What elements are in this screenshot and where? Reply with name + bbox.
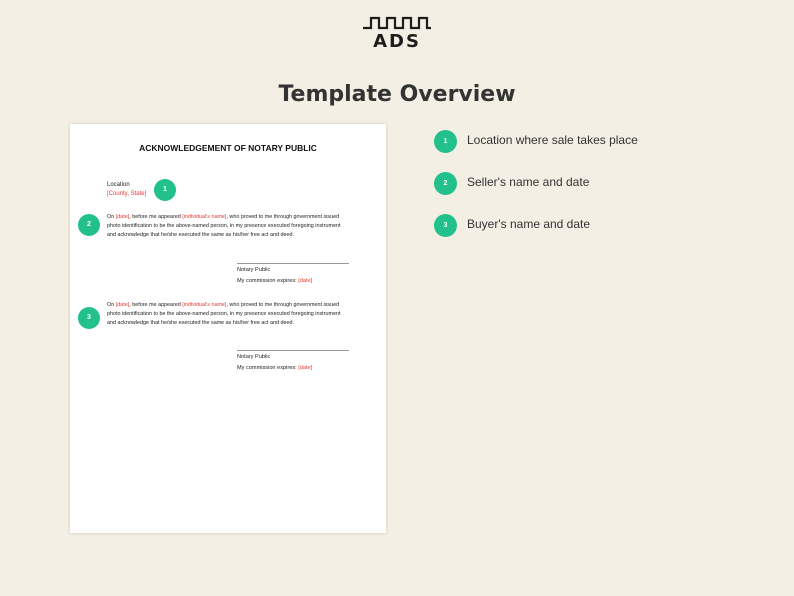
logo-text: ADS bbox=[373, 31, 421, 52]
document-title: ACKNOWLEDGEMENT OF NOTARY PUBLIC bbox=[139, 143, 317, 153]
callout-badge-2: 2 bbox=[78, 214, 100, 236]
page-title: Template Overview bbox=[278, 82, 516, 107]
signature-line bbox=[237, 263, 349, 264]
individual-placeholder: [individual's name] bbox=[182, 214, 227, 220]
callout-badge-3: 3 bbox=[78, 307, 100, 329]
notary-signature-block-2 bbox=[237, 350, 349, 371]
location-placeholder: [County, State] bbox=[107, 191, 147, 197]
date-placeholder: [date] bbox=[115, 302, 130, 308]
acknowledgement-paragraph-2: On [date], before me appeared [individual's name], who proved to me through government issued photo identification to be the above-named person, in my presence executed foregoing instrument and acknowledge that he/she executed the same as his/her free act and deed. bbox=[107, 302, 341, 326]
commission-expires: My commission expires: [date] bbox=[237, 278, 313, 284]
notary-public-label: Notary Public bbox=[237, 354, 271, 360]
acknowledgement-paragraph-1: On [date], before me appeared [individual's name], who proved to me through government issued photo identification to be the above-named person, in my presence executed foregoing instrument and acknowledge that he/she executed the same as his/her free act and deed. bbox=[107, 214, 341, 238]
location-block bbox=[107, 181, 146, 199]
legend-badge: 2 bbox=[434, 172, 457, 195]
document-preview bbox=[70, 124, 386, 533]
legend-badge: 1 bbox=[434, 130, 457, 153]
commission-expires: My commission expires: [date] bbox=[237, 365, 313, 371]
legend-label: Location where sale takes place bbox=[467, 133, 638, 147]
legend-label: Seller's name and date bbox=[467, 175, 590, 189]
location-label: Location bbox=[107, 182, 130, 188]
expires-date-placeholder: [date] bbox=[298, 278, 313, 284]
notary-signature-block-1 bbox=[237, 263, 349, 284]
logo-icon bbox=[362, 16, 432, 30]
signature-line bbox=[237, 350, 349, 351]
notary-public-label: Notary Public bbox=[237, 267, 271, 273]
expires-date-placeholder: [date] bbox=[298, 365, 313, 371]
date-placeholder: [date] bbox=[115, 214, 130, 220]
legend-label: Buyer's name and date bbox=[467, 217, 591, 231]
legend-badge: 3 bbox=[434, 214, 457, 237]
individual-placeholder: [individual's name] bbox=[182, 302, 227, 308]
callout-badge-1: 1 bbox=[154, 179, 176, 201]
brand-logo bbox=[362, 16, 432, 52]
